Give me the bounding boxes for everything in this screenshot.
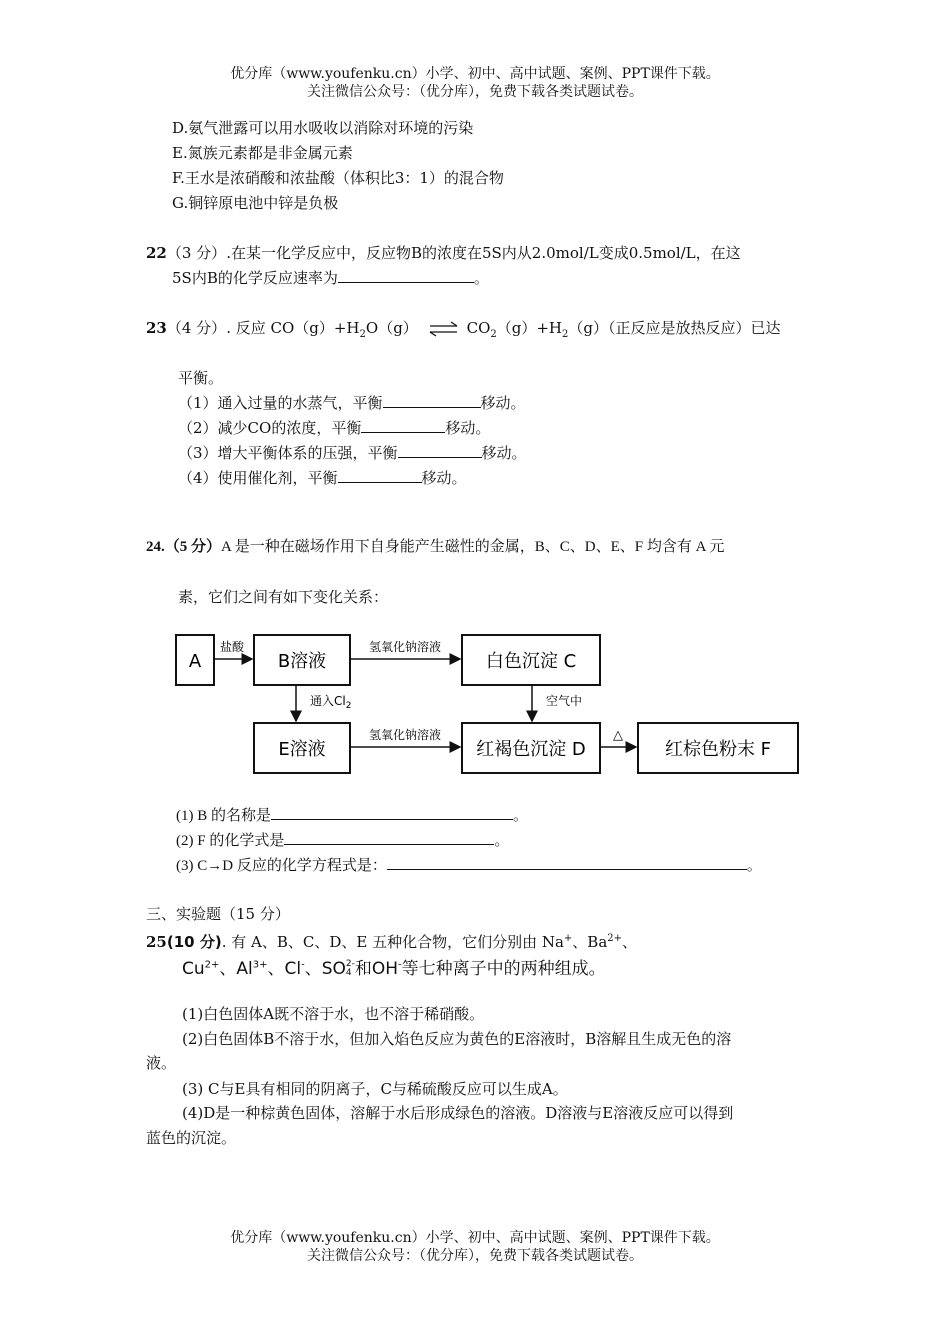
q23-co2-sub: 2 <box>490 329 497 340</box>
label-air: 空气中 <box>546 694 583 708</box>
q24-item-1-post: 。 <box>513 808 529 824</box>
reaction-flow-diagram <box>172 625 812 785</box>
q24-item-2-pre: (2) F 的化学式是 <box>176 833 285 849</box>
q22-text: .在某一化学反应中，反应物B的浓度在5S内从2.0mol/L变成0.5mol/L，在这 <box>226 244 741 262</box>
option-e: E.氮族元素都是非金属元素 <box>172 144 353 162</box>
q24-item-1-pre: (1) B 的名称是 <box>176 808 271 824</box>
q23-blank-4[interactable] <box>338 468 422 483</box>
label-heat: △ <box>613 728 623 743</box>
option-d: D.氨气泄露可以用水吸收以消除对环境的污染 <box>172 119 474 137</box>
q22-line2 <box>172 268 489 288</box>
q23-co2-tail: （g）+H <box>496 319 563 337</box>
q24-number: 24. <box>146 539 165 555</box>
box-d-label: 红褐色沉淀 D <box>476 739 586 760</box>
q23-h2o-sub: 2 <box>359 329 366 340</box>
q24-score: （5 分） <box>164 539 222 555</box>
ion-oh-sup: - <box>398 959 402 971</box>
option-g: G.铜锌原电池中锌是负极 <box>172 194 339 212</box>
page-footer-line2: 关注微信公众号：（优分库），免费下载各类试题试卷。 <box>307 1248 643 1264</box>
q23-h2-sub: 2 <box>562 329 569 340</box>
q23-h2-tail: （g）（正反应是放热反应）已达 <box>568 319 781 337</box>
ion-al-sup: 3+ <box>252 959 268 971</box>
q25-p2b: 液。 <box>146 1054 177 1072</box>
box-b-label: B溶液 <box>277 651 327 672</box>
q23-item-3-pre: （3）增大平衡体系的压强，平衡 <box>178 444 398 462</box>
q25-p4a: (4)D是一种棕黄色固体，溶解于水后形成绿色的溶液。D溶液与E溶液反应可以得到 <box>182 1104 734 1122</box>
q24-item-2-post: 。 <box>494 833 510 849</box>
option-f: F.王水是浓硝酸和浓盐酸（体积比3：1）的混合物 <box>172 169 504 187</box>
q23-number: 23 <box>146 319 167 337</box>
q24-blank-3[interactable] <box>387 855 747 870</box>
q23-cont: 平衡。 <box>178 369 224 387</box>
q23-item-2 <box>178 418 490 438</box>
q24-item-3-post: 。 <box>746 858 762 874</box>
q23-item-1-pre: （1）通入过量的水蒸气，平衡 <box>178 394 383 412</box>
ion-oh: 和OH <box>354 959 399 979</box>
q22-end: 。 <box>473 269 489 287</box>
label-hcl: 盐酸 <box>219 640 245 654</box>
q23-item-2-post: 移动。 <box>445 419 491 437</box>
box-e-label: E溶液 <box>278 739 326 760</box>
q25-sep1: 、Ba <box>572 933 608 951</box>
ion-cl: 、Cl <box>267 959 302 979</box>
ion-cu-sup: 2+ <box>204 959 220 971</box>
q25-p2a: (2)白色固体B不溶于水，但加入焰色反应为黄色的E溶液时，B溶解且生成无色的溶 <box>182 1030 732 1048</box>
page-footer-line1: 优分库（www.youfenku.cn）小学、初中、高中试题、案例、PPT课件下载。 <box>230 1230 720 1246</box>
q24-line2: 素，它们之间有如下变化关系： <box>178 588 389 606</box>
q25-line1 <box>146 929 637 952</box>
q23-item-4 <box>178 468 467 488</box>
q23-h2o-tail: O（g） <box>365 319 418 337</box>
label-naoh-2: 氢氧化钠溶液 <box>368 728 442 742</box>
page-header-line2: 关注微信公众号：（优分库），免费下载各类试题试卷。 <box>307 84 643 100</box>
ion-so4: 、SO <box>304 959 346 979</box>
q23-item-4-pre: （4）使用催化剂，平衡 <box>178 469 338 487</box>
q24-item-3-pre: (3) C→D 反应的化学方程式是： <box>176 858 387 874</box>
q23-item-1-post: 移动。 <box>480 394 526 412</box>
equilibrium-arrow-icon <box>427 320 463 338</box>
q23-score: （4 分） <box>166 319 227 337</box>
q25-number: 25 <box>146 933 167 951</box>
ion-so4-sup: 2- <box>345 959 355 969</box>
q23-line1 <box>146 318 781 345</box>
label-cl2: 通入$Cl_2$ <box>310 694 352 711</box>
q25-ba-sup: 2+ <box>607 933 623 944</box>
ion-al: 、Al <box>219 959 253 979</box>
q25-p1: (1)白色固体A既不溶于水，也不溶于稀硝酸。 <box>182 1005 485 1023</box>
q24-item-2 <box>176 830 509 851</box>
q22-text2: 5S内B的化学反应速率为 <box>172 269 338 287</box>
q23-item-2-pre: （2）减少CO的浓度，平衡 <box>178 419 362 437</box>
q24-blank-2[interactable] <box>284 830 494 845</box>
q22-score: （3 分） <box>166 244 227 262</box>
q25-score: (10 分) <box>166 933 222 951</box>
page-header-line1: 优分库（www.youfenku.cn）小学、初中、高中试题、案例、PPT课件下载。 <box>230 66 720 82</box>
q23-blank-2[interactable] <box>361 418 445 433</box>
q23-item-3 <box>178 443 527 463</box>
q23-co2: CO <box>466 319 491 337</box>
q23-item-1 <box>178 393 526 413</box>
q23-item-3-post: 移动。 <box>481 444 527 462</box>
q23-blank-1[interactable] <box>383 393 481 408</box>
q22-answer-blank[interactable] <box>338 268 474 283</box>
q22-number: 22 <box>146 244 167 262</box>
q24-text1: A 是一种在磁场作用下自身能产生磁性的金属，B、C、D、E、F 均含有 A 元 <box>221 539 725 555</box>
q24-line1 <box>146 537 724 557</box>
label-naoh-1: 氢氧化钠溶液 <box>368 640 442 654</box>
box-a-label: A <box>188 651 202 672</box>
box-c-label: 白色沉淀 C <box>485 651 577 672</box>
q25-text1: . 有 A、B、C、D、E 五种化合物，它们分别由 Na <box>221 933 564 951</box>
q24-item-1 <box>176 805 528 826</box>
ion-cu: Cu <box>182 959 205 979</box>
ion-so4-sub: 4 <box>345 968 352 978</box>
q23-lead: . 反应 CO（g）+H <box>226 319 360 337</box>
q25-na-sup: + <box>563 933 573 944</box>
q23-item-4-post: 移动。 <box>421 469 467 487</box>
section-3-title: 三、实验题（15 分） <box>146 905 290 923</box>
ion-cl-sup: - <box>301 959 305 971</box>
q25-ions-line <box>182 954 606 979</box>
q24-blank-1[interactable] <box>271 805 513 820</box>
q25-p4b: 蓝色的沉淀。 <box>146 1129 237 1147</box>
q22-line1 <box>146 243 741 263</box>
q24-item-3 <box>176 855 762 876</box>
q25-p3: (3) C与E具有相同的阴离子，C与稀硫酸反应可以生成A。 <box>182 1080 568 1098</box>
q25-sep2: 、 <box>622 933 638 951</box>
box-f-label: 红棕色粉末 F <box>664 739 772 760</box>
q25-tail: 等七种离子中的两种组成。 <box>401 959 606 979</box>
q23-blank-3[interactable] <box>398 443 482 458</box>
